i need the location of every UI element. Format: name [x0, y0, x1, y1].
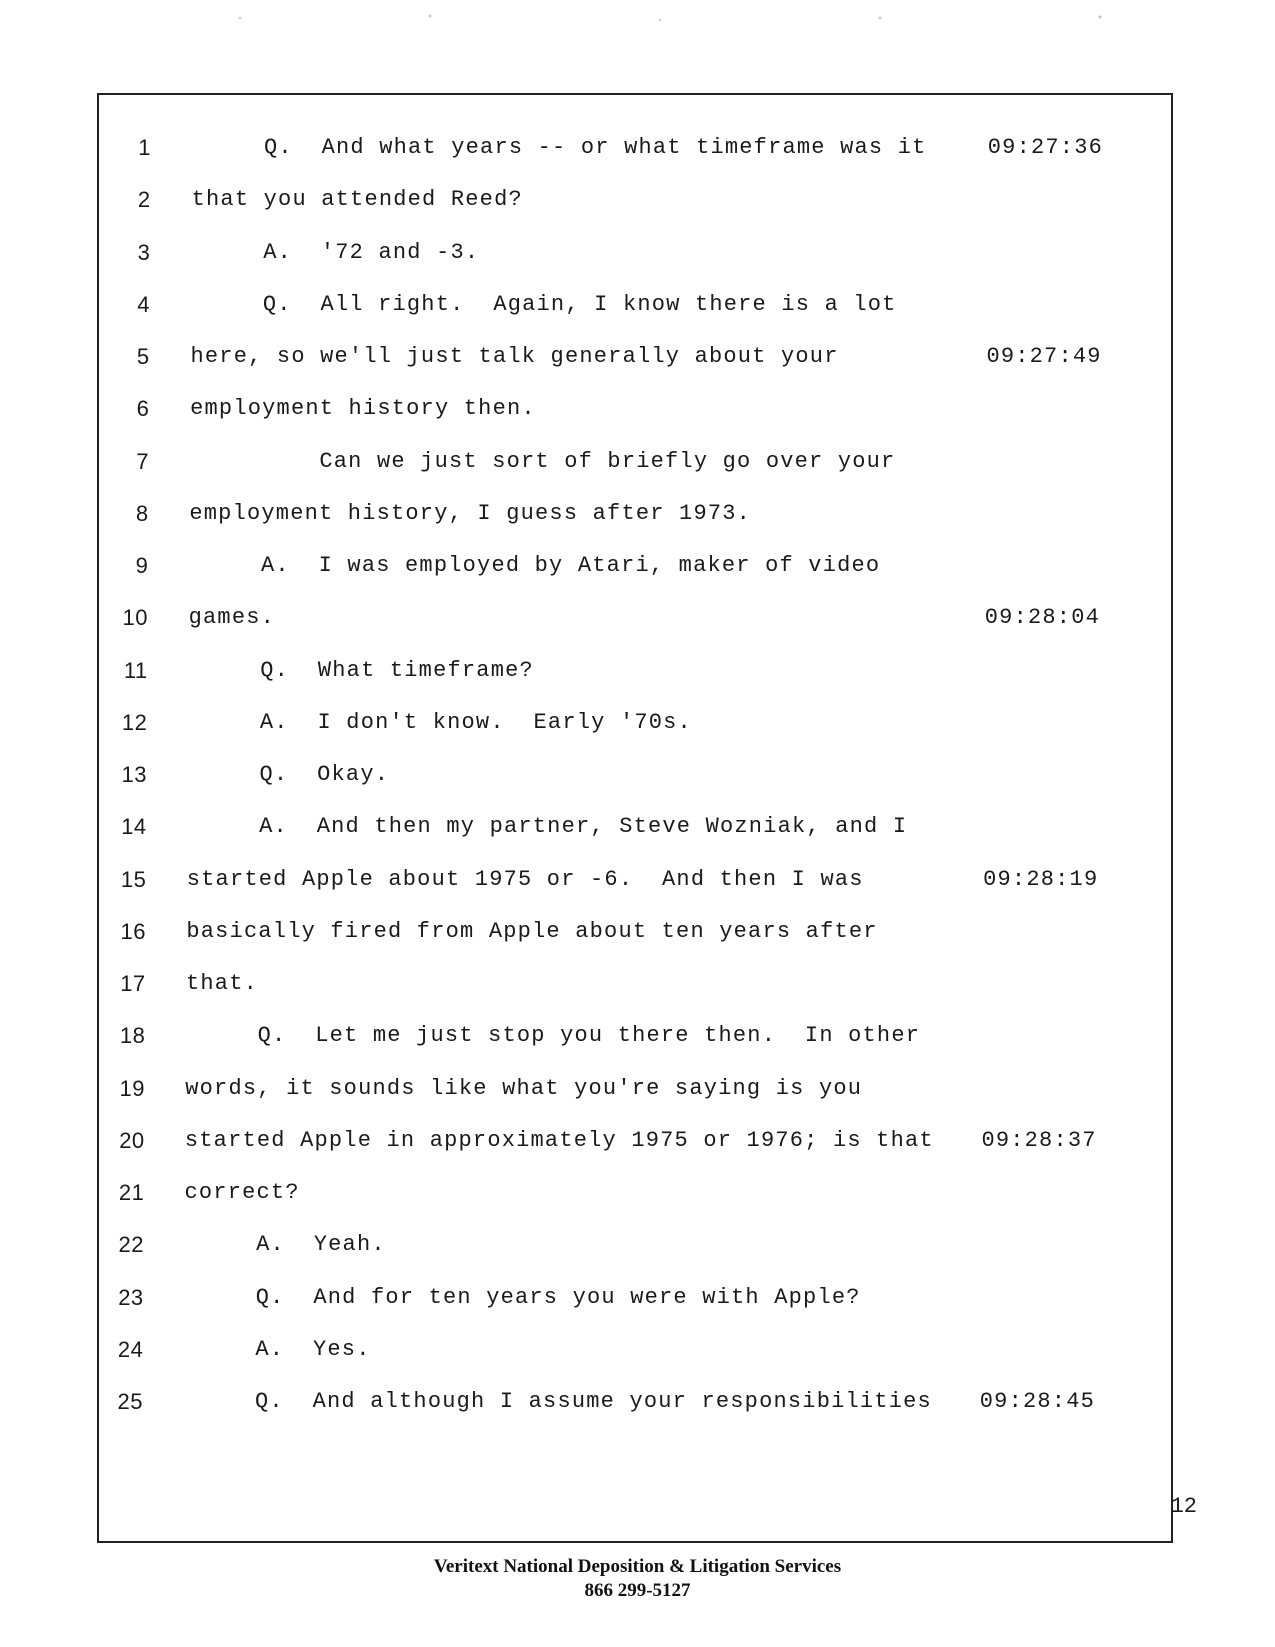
line-timestamp: 09:28:19	[983, 866, 1099, 892]
line-text: A. And then my partner, Steve Wozniak, and I	[187, 814, 908, 840]
transcript-line	[99, 964, 1171, 1004]
line-number: 15	[120, 866, 147, 892]
line-timestamp: 09:27:36	[987, 135, 1103, 160]
transcript-line	[99, 1225, 1171, 1265]
transcript-line	[99, 1330, 1171, 1370]
line-timestamp: 09:28:37	[981, 1127, 1097, 1153]
line-text: started Apple about 1975 or -6. And then I was	[186, 866, 864, 892]
line-number: 17	[120, 971, 146, 996]
line-text: A. Yes.	[183, 1336, 371, 1362]
transcript-line	[99, 442, 1171, 482]
line-text: started Apple in approximately 1975 or 1976; is that	[184, 1127, 934, 1153]
transcript-line	[99, 180, 1171, 220]
transcript-line	[99, 1278, 1171, 1318]
transcript-line	[99, 337, 1171, 377]
footer	[0, 1555, 1275, 1603]
line-number: 9	[135, 553, 149, 578]
transcript-page	[97, 93, 1173, 1543]
line-number: 24	[117, 1336, 144, 1362]
line-number: 3	[137, 239, 151, 265]
line-text: A. I don't know. Early '70s.	[187, 709, 692, 735]
line-number: 8	[135, 500, 149, 526]
line-text: A. Yeah.	[184, 1232, 386, 1258]
transcript-line	[99, 703, 1171, 743]
line-text: that.	[186, 971, 259, 996]
line-timestamp: 09:28:45	[979, 1389, 1095, 1414]
line-number: 4	[137, 291, 150, 317]
scan-noise	[0, 8, 1275, 28]
line-number: 13	[121, 762, 147, 787]
line-text: games.	[188, 605, 276, 631]
line-text: Q. And for ten years you were with Apple?	[183, 1284, 861, 1310]
line-number: 19	[119, 1075, 145, 1101]
footer-company: Veritext National Deposition & Litigation Services	[433, 1556, 842, 1577]
line-text: Q. Okay.	[187, 762, 390, 787]
line-number: 20	[119, 1127, 145, 1153]
transcript-line	[99, 1382, 1171, 1422]
line-number: 16	[120, 918, 146, 944]
line-text: Q. Let me just stop you there then. In other	[185, 1023, 921, 1049]
transcript-line	[99, 128, 1171, 168]
transcript-line	[99, 860, 1171, 900]
line-text: A. '72 and -3.	[191, 239, 480, 265]
line-number: 7	[136, 448, 149, 474]
line-text: Can we just sort of briefly go over your	[189, 448, 896, 474]
page-number: 12	[1170, 1494, 1197, 1519]
line-number: 5	[136, 344, 150, 369]
line-text: Q. And what years -- or what timeframe was it	[192, 135, 927, 160]
footer-phone: 866 299-5127	[584, 1580, 691, 1601]
transcript-line	[99, 1016, 1171, 1056]
line-number: 2	[137, 187, 151, 213]
transcript-line	[99, 807, 1171, 847]
line-number: 11	[123, 657, 148, 683]
line-number: 25	[117, 1389, 143, 1414]
transcript-line	[99, 389, 1171, 429]
line-text: here, so we'll just talk generally about your	[190, 344, 839, 369]
line-number: 21	[118, 1180, 145, 1205]
transcript-line	[99, 494, 1171, 534]
line-text: employment history then.	[190, 396, 536, 422]
line-timestamp: 09:27:49	[986, 344, 1102, 369]
transcript-line	[99, 598, 1171, 638]
line-text: employment history, I guess after 1973.	[189, 500, 752, 526]
line-text: Q. And although I assume your responsibilities	[183, 1389, 932, 1414]
line-number: 6	[136, 396, 150, 422]
transcript-line	[99, 1121, 1171, 1161]
line-text: Q. All right. Again, I know there is a lot	[190, 291, 897, 317]
line-text: basically fired from Apple about ten years after	[186, 918, 878, 944]
transcript-line	[99, 755, 1171, 795]
transcript-line	[99, 546, 1171, 586]
line-timestamp: 09:28:04	[984, 605, 1100, 631]
transcript-line	[99, 1173, 1171, 1213]
transcript-line	[99, 651, 1171, 691]
line-text: Q. What timeframe?	[188, 657, 534, 683]
line-number: 18	[119, 1023, 146, 1049]
line-number: 22	[118, 1232, 144, 1258]
transcript-line	[99, 1069, 1171, 1109]
transcript-line	[99, 912, 1171, 952]
line-number: 23	[118, 1284, 144, 1310]
line-text: words, it sounds like what you're saying is you	[185, 1075, 863, 1101]
line-text: that you attended Reed?	[191, 187, 523, 213]
transcript-line	[99, 233, 1171, 273]
line-number: 10	[122, 605, 148, 631]
line-number: 1	[138, 135, 151, 160]
transcript-line	[99, 285, 1171, 325]
line-text: A. I was employed by Atari, maker of video	[189, 553, 881, 578]
line-text: correct?	[184, 1180, 300, 1205]
line-number: 14	[121, 814, 147, 840]
line-number: 12	[121, 709, 148, 735]
